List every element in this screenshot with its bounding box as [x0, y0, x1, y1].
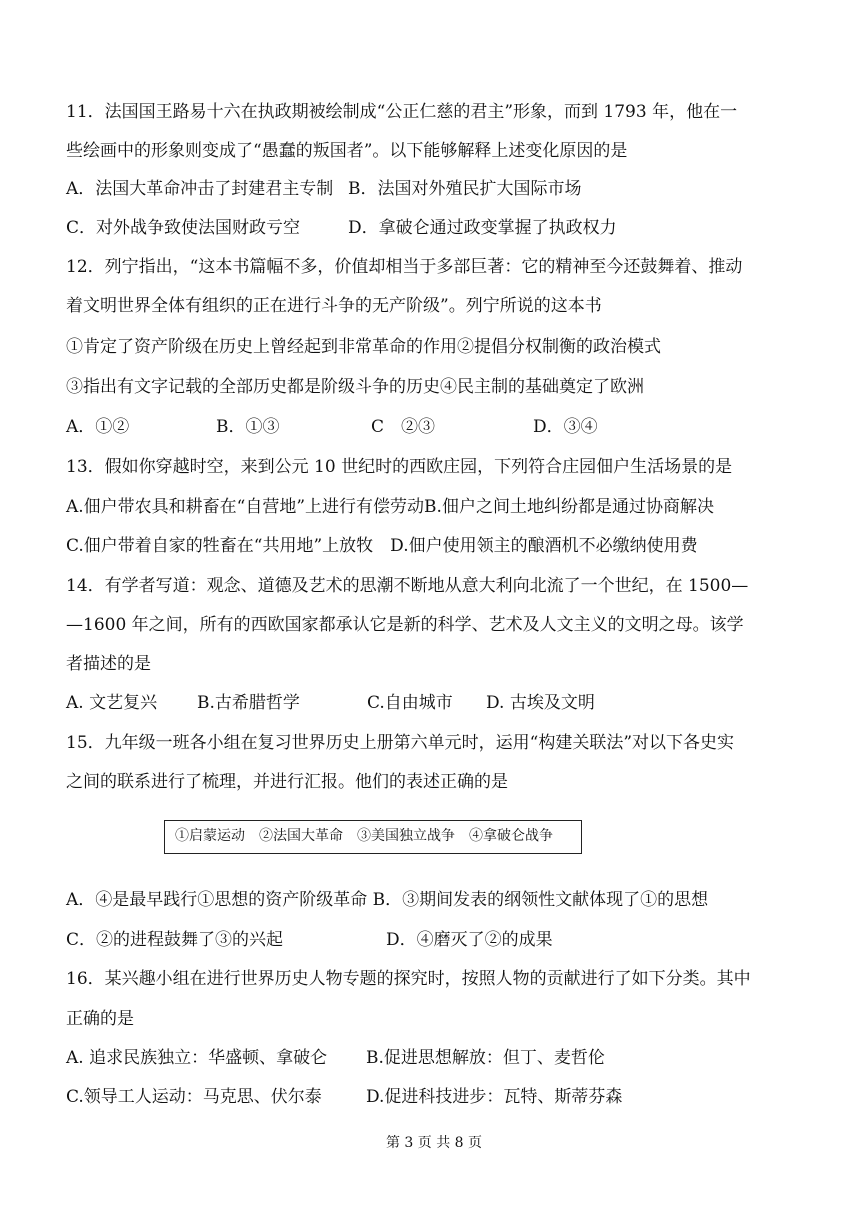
q15-options-ab[interactable]: A．④是最早践行①思想的资产阶级革命 B．③期间发表的纲领性文献体现了①的思想: [66, 890, 709, 910]
q16-option-a[interactable]: A. 追求民族独立：华盛顿、拿破仑: [66, 1048, 328, 1068]
q11-option-c[interactable]: C．对外战争致使法国财政亏空: [66, 218, 301, 238]
q15-options-cd: [66, 929, 553, 951]
q13-stem-line1: 13．假如你穿越时空，来到公元 10 世纪时的西欧庄园，下列符合庄园佃户生活场景的是: [66, 457, 733, 477]
q12-stem-line2: 着文明世界全体有组织的正在进行斗争的无产阶级”。列宁所说的这本书: [66, 296, 602, 316]
q15-option-c[interactable]: C．②的进程鼓舞了③的兴起: [66, 930, 284, 950]
q11-stem-line2: 些绘画中的形象则变成了“愚蠢的叛国者”。以下能够解释上述变化原因的是: [66, 141, 628, 161]
q14-option-d[interactable]: D. 古埃及文明: [486, 693, 595, 713]
q12-option-d[interactable]: D．③④: [533, 417, 598, 437]
q11-option-b[interactable]: B．法国对外殖民扩大国际市场: [348, 179, 582, 199]
q15-stem-line2: 之间的联系进行了梳理，并进行汇报。他们的表述正确的是: [66, 772, 508, 792]
q11-options-cd: [66, 217, 617, 239]
q11-options-ab: [66, 178, 582, 200]
q16-options-ab: [66, 1047, 605, 1069]
q11-stem-line1: 11．法国国王路易十六在执政期被绘制成“公正仁慈的君主”形象，而到 1793 年，他在一: [66, 102, 738, 122]
q15-events-box: ①启蒙运动 ②法国大革命 ③美国独立战争 ④拿破仑战争: [164, 820, 582, 854]
q16-option-b[interactable]: B.促进思想解放：但丁、麦哲伦: [366, 1048, 605, 1068]
q14-stem-line2: —1600 年之间，所有的西欧国家都承认它是新的科学、艺术及人文主义的文明之母。该学: [66, 615, 744, 635]
q16-stem-line2: 正确的是: [66, 1009, 134, 1029]
q11-option-d[interactable]: D．拿破仑通过政变掌握了执政权力: [348, 218, 617, 238]
q12-option-b[interactable]: B．①③: [216, 417, 280, 437]
q14-options: [66, 692, 595, 714]
q12-items-1-2: ①肯定了资产阶级在历史上曾经起到非常革命的作用②提倡分权制衡的政治模式: [66, 337, 661, 357]
q12-stem-line1: 12．列宁指出，“这本书篇幅不多，价值却相当于多部巨著：它的精神至今还鼓舞着、推动: [66, 257, 743, 277]
page-number-footer: 第 3 页 共 8 页: [385, 1135, 483, 1151]
q14-stem-line1: 14．有学者写道：观念、道德及艺术的思潮不断地从意大利向北流了一个世纪，在 1500—: [66, 576, 749, 596]
q15-stem-line1: 15．九年级一班各小组在复习世界历史上册第六单元时，运用“构建关联法”对以下各史实: [66, 733, 735, 753]
q16-stem-line1: 16．某兴趣小组在进行世界历史人物专题的探究时，按照人物的贡献进行了如下分类。其中: [66, 969, 751, 989]
q14-option-a[interactable]: A. 文艺复兴: [66, 693, 158, 713]
q16-options-cd: [66, 1086, 622, 1108]
q16-option-c[interactable]: C.领导工人运动：马克思、伏尔泰: [66, 1087, 322, 1107]
q16-option-d[interactable]: D.促进科技进步：瓦特、斯蒂芬森: [366, 1087, 623, 1107]
q13-options-cd[interactable]: C.佃户带着自家的牲畜在“共用地”上放牧 D.佃户使用领主的酿酒机不必缴纳使用费: [66, 536, 698, 556]
q15-option-d[interactable]: D．④磨灭了②的成果: [386, 930, 553, 950]
q14-option-b[interactable]: B.古希腊哲学: [197, 693, 300, 713]
q13-options-ab[interactable]: A.佃户带农具和耕畜在“自营地”上进行有偿劳动B.佃户之间土地纠纷都是通过协商解决: [66, 497, 714, 517]
q12-options: [66, 416, 598, 438]
q14-option-c[interactable]: C.自由城市: [367, 693, 453, 713]
q14-stem-line3: 者描述的是: [66, 654, 151, 674]
q12-option-a[interactable]: A．①②: [66, 417, 130, 437]
q12-option-c[interactable]: C ②③: [371, 417, 436, 437]
q11-option-a[interactable]: A．法国大革命冲击了封建君主专制: [66, 179, 334, 199]
q12-items-3-4: ③指出有文字记载的全部历史都是阶级斗争的历史④民主制的基础奠定了欧洲: [66, 377, 644, 397]
